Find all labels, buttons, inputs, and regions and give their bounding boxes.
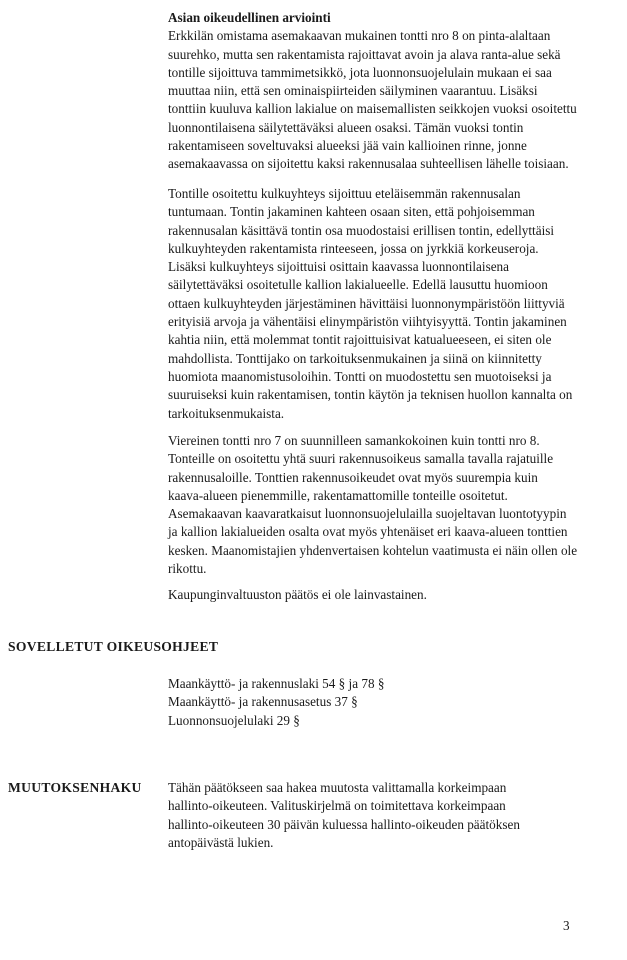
- paragraph-3: [168, 432, 577, 578]
- text-line: rakennusaloille. Tonttien rakennusoikeudet ovat myös suurempia kuin: [168, 469, 538, 485]
- text-line: säilytettäväksi osoitetulle kallion lakialueelle. Edellä lausuttu huomioon: [168, 277, 548, 293]
- text-line: muuttaa niin, että sen ominaispiirteiden säilyminen vaarantuu. Lisäksi: [168, 83, 538, 99]
- paragraph-2: [168, 185, 572, 423]
- text-line: Tähän päätökseen saa hakea muutosta valittamalla korkeimpaan: [168, 780, 507, 795]
- text-line: hallinto-oikeuteen. Valituskirjelmä on toimitettava korkeimpaan: [168, 798, 506, 814]
- text-line: tontille sijoittuva tammimetsikkö, jota luonnonsuojelulain mukaan ei saa: [168, 64, 552, 80]
- legal-assessment-heading: Asian oikeudellinen arviointi: [168, 10, 331, 25]
- law-item: Maankäyttö- ja rakennuslaki 54 § ja 78 §: [168, 676, 385, 691]
- appeal-text: [168, 779, 520, 852]
- text-line: suurehko, mutta sen rakentamista rajoittavat avoin ja alava ranta-alue sekä: [168, 46, 561, 62]
- text-line: Viereinen tontti nro 7 on suunnilleen samankokoinen kuin tontti nro 8.: [168, 433, 540, 448]
- text-line: kahtia niin, että molemmat tontit rajoittuisivat katualueeseen, ei siten ole: [168, 332, 552, 348]
- text-line: tarkoituksenmukaista.: [168, 405, 285, 421]
- text-line: asemakaavassa on sijoitettu kaksi rakennusalaa suhteellisen lähelle toisiaan.: [168, 156, 569, 172]
- law-item: Luonnonsuojelulaki 29 §: [168, 712, 300, 728]
- text-line: tonttiin kuuluva kallion lakialue on maisemallisten seikkojen vuoksi osoitettu: [168, 101, 577, 117]
- text-line: Erkkilän omistama asemakaavan mukainen tontti nro 8 on pinta-alaltaan: [168, 28, 551, 44]
- text-line: rakennusalan käsittävä tontin osa muodostaisi erillisen tontin, edellyttäisi: [168, 222, 555, 238]
- text-line: tuntumaan. Tontin jakaminen kahteen osaan siten, että pohjoisemman: [168, 204, 535, 220]
- applied-law-list: [168, 675, 384, 730]
- text-line: erityisiä arvoja ja vähentäisi elinympäristön viihtyisyyttä. Tontin jakaminen: [168, 314, 567, 330]
- text-line: kesken. Maanomistajien yhdenvertaisen kohtelun vaatimusta ei näin ollen ole: [168, 542, 578, 558]
- conclusion-line: Kaupunginvaltuuston päätös ei ole lainvastainen.: [168, 587, 427, 602]
- legal-assessment-section: [168, 9, 577, 174]
- law-item: Maankäyttö- ja rakennusasetus 37 §: [168, 694, 358, 710]
- text-line: ja kallion lakialueiden osalta ovat myös yhtenäiset eri kaava-alueen tonttien: [168, 524, 568, 540]
- text-line: suuruiseksi kuin rakentamisen, tontin käytön ja teknisen huollon kannalta on: [168, 387, 573, 403]
- text-line: kaava-alueen pienemmille, rakentamattomille tonteille osoitetut.: [168, 487, 508, 503]
- appeal-heading: MUUTOKSENHAKU: [8, 780, 142, 795]
- page-number: 3: [563, 918, 570, 933]
- text-line: Tonteille on osoitettu yhtä suuri rakennusoikeus samalla tavalla rajatuille: [168, 451, 554, 467]
- text-line: hallinto-oikeuteen 30 päivän kuluessa hallinto-oikeuden päätöksen: [168, 816, 520, 832]
- text-line: mahdollista. Tonttijako on tarkoituksenmukainen ja siinä on kiinnitetty: [168, 350, 542, 366]
- text-line: Asemakaavan kaavaratkaisut luonnonsuojelulailla suojeltavan luontotyypin: [168, 506, 567, 522]
- paragraph-1: [168, 27, 577, 173]
- text-line: rikottu.: [168, 561, 207, 577]
- text-line: huomiota maanomistusoloihin. Tontti on muodostettu sen muotoiseksi ja: [168, 368, 552, 384]
- text-line: Tontille osoitettu kulkuyhteys sijoittuu eteläisemmän rakennusalan: [168, 186, 521, 201]
- applied-law-heading: SOVELLETUT OIKEUSOHJEET: [8, 639, 219, 654]
- text-line: ottaen kulkuyhteyden järjestäminen hävittäisi luonnonympäristöön liittyviä: [168, 295, 565, 311]
- text-line: kulkuyhteyden rakentamista rinteeseen, jossa on jyrkkiä korkeuseroja.: [168, 240, 539, 256]
- paragraph-4: [168, 586, 427, 604]
- text-line: Lisäksi kulkuyhteys sijoittuisi osittain kaavassa luonnontilaisena: [168, 259, 510, 275]
- text-line: antopäivästä lukien.: [168, 834, 274, 850]
- text-line: rakentamiseen soveltuvaksi alueeksi jää vain kallioinen rinne, jonne: [168, 138, 527, 154]
- text-line: luonnontilaisena säilytettäväksi alueen osaksi. Tämän vuoksi tontin: [168, 119, 524, 135]
